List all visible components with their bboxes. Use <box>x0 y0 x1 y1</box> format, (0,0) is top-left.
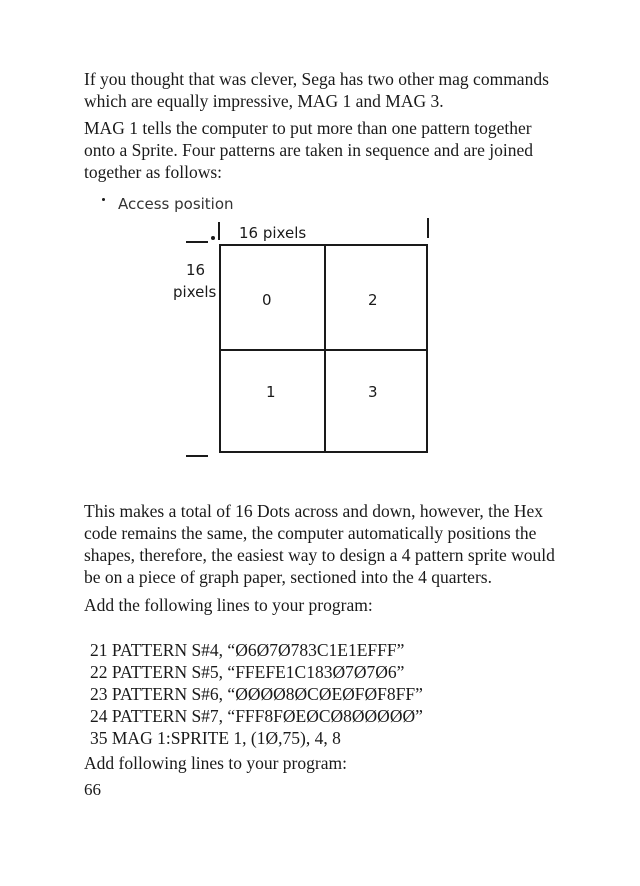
cell-label-0: 0 <box>262 291 272 309</box>
code-line: 35 MAG 1:SPRITE 1, (1Ø,75), 4, 8 <box>90 728 341 748</box>
paragraph-intro <box>84 68 574 112</box>
paragraph-mag1 <box>84 117 574 183</box>
code-line: 21 PATTERN S#4, “Ø6Ø7Ø783C1E1EFFF” <box>90 640 405 660</box>
access-position-label: Access position <box>118 195 234 213</box>
text-line: This makes a total of 16 Dots across and down, however, the Hex <box>84 501 544 521</box>
text-line: which are equally impressive, MAG 1 and MAG 3. <box>84 91 444 111</box>
paragraph-add-following <box>84 752 574 774</box>
text-line: code remains the same, the computer automatically positions the <box>84 523 537 543</box>
top-right-tick <box>427 218 429 238</box>
text-line: If you thought that was clever, Sega has two other mag commands <box>84 69 549 89</box>
text-line: Add the following lines to your program: <box>84 595 373 615</box>
cell-label-3: 3 <box>368 383 378 401</box>
bullet-dot <box>102 198 105 201</box>
text-line: onto a Sprite. Four patterns are taken in sequence and are joined <box>84 140 534 160</box>
grid-horizontal-divider <box>219 349 428 351</box>
top-left-tick <box>186 241 208 243</box>
text-line: together as follows: <box>84 162 223 182</box>
text-line: be on a piece of graph paper, sectioned into the 4 quarters. <box>84 567 492 587</box>
access-dot <box>211 236 215 240</box>
text-line: MAG 1 tells the computer to put more than one pattern together <box>84 118 532 138</box>
page-number: 66 <box>84 780 101 799</box>
code-line: 23 PATTERN S#6, “ØØØØ8ØCØEØFØF8FF” <box>90 684 423 704</box>
bottom-left-tick <box>186 455 208 457</box>
cell-label-1: 1 <box>266 383 276 401</box>
side-dimension-label-number: 16 <box>186 261 206 279</box>
top-dimension-label: 16 pixels <box>239 224 307 242</box>
code-line: 22 PATTERN S#5, “FFEFE1C183Ø7Ø7Ø6” <box>90 662 405 682</box>
cell-label-2: 2 <box>368 291 378 309</box>
access-marker <box>218 222 220 240</box>
paragraph-explanation <box>84 500 574 588</box>
side-dimension-label-unit: pixels <box>173 283 217 301</box>
paragraph-add-lines <box>84 594 574 616</box>
text-line: shapes, therefore, the easiest way to design a 4 pattern sprite would <box>84 545 555 565</box>
code-line: 24 PATTERN S#7, “FFF8FØEØCØ8ØØØØØ” <box>90 706 423 726</box>
text-line: Add following lines to your program: <box>84 753 347 773</box>
